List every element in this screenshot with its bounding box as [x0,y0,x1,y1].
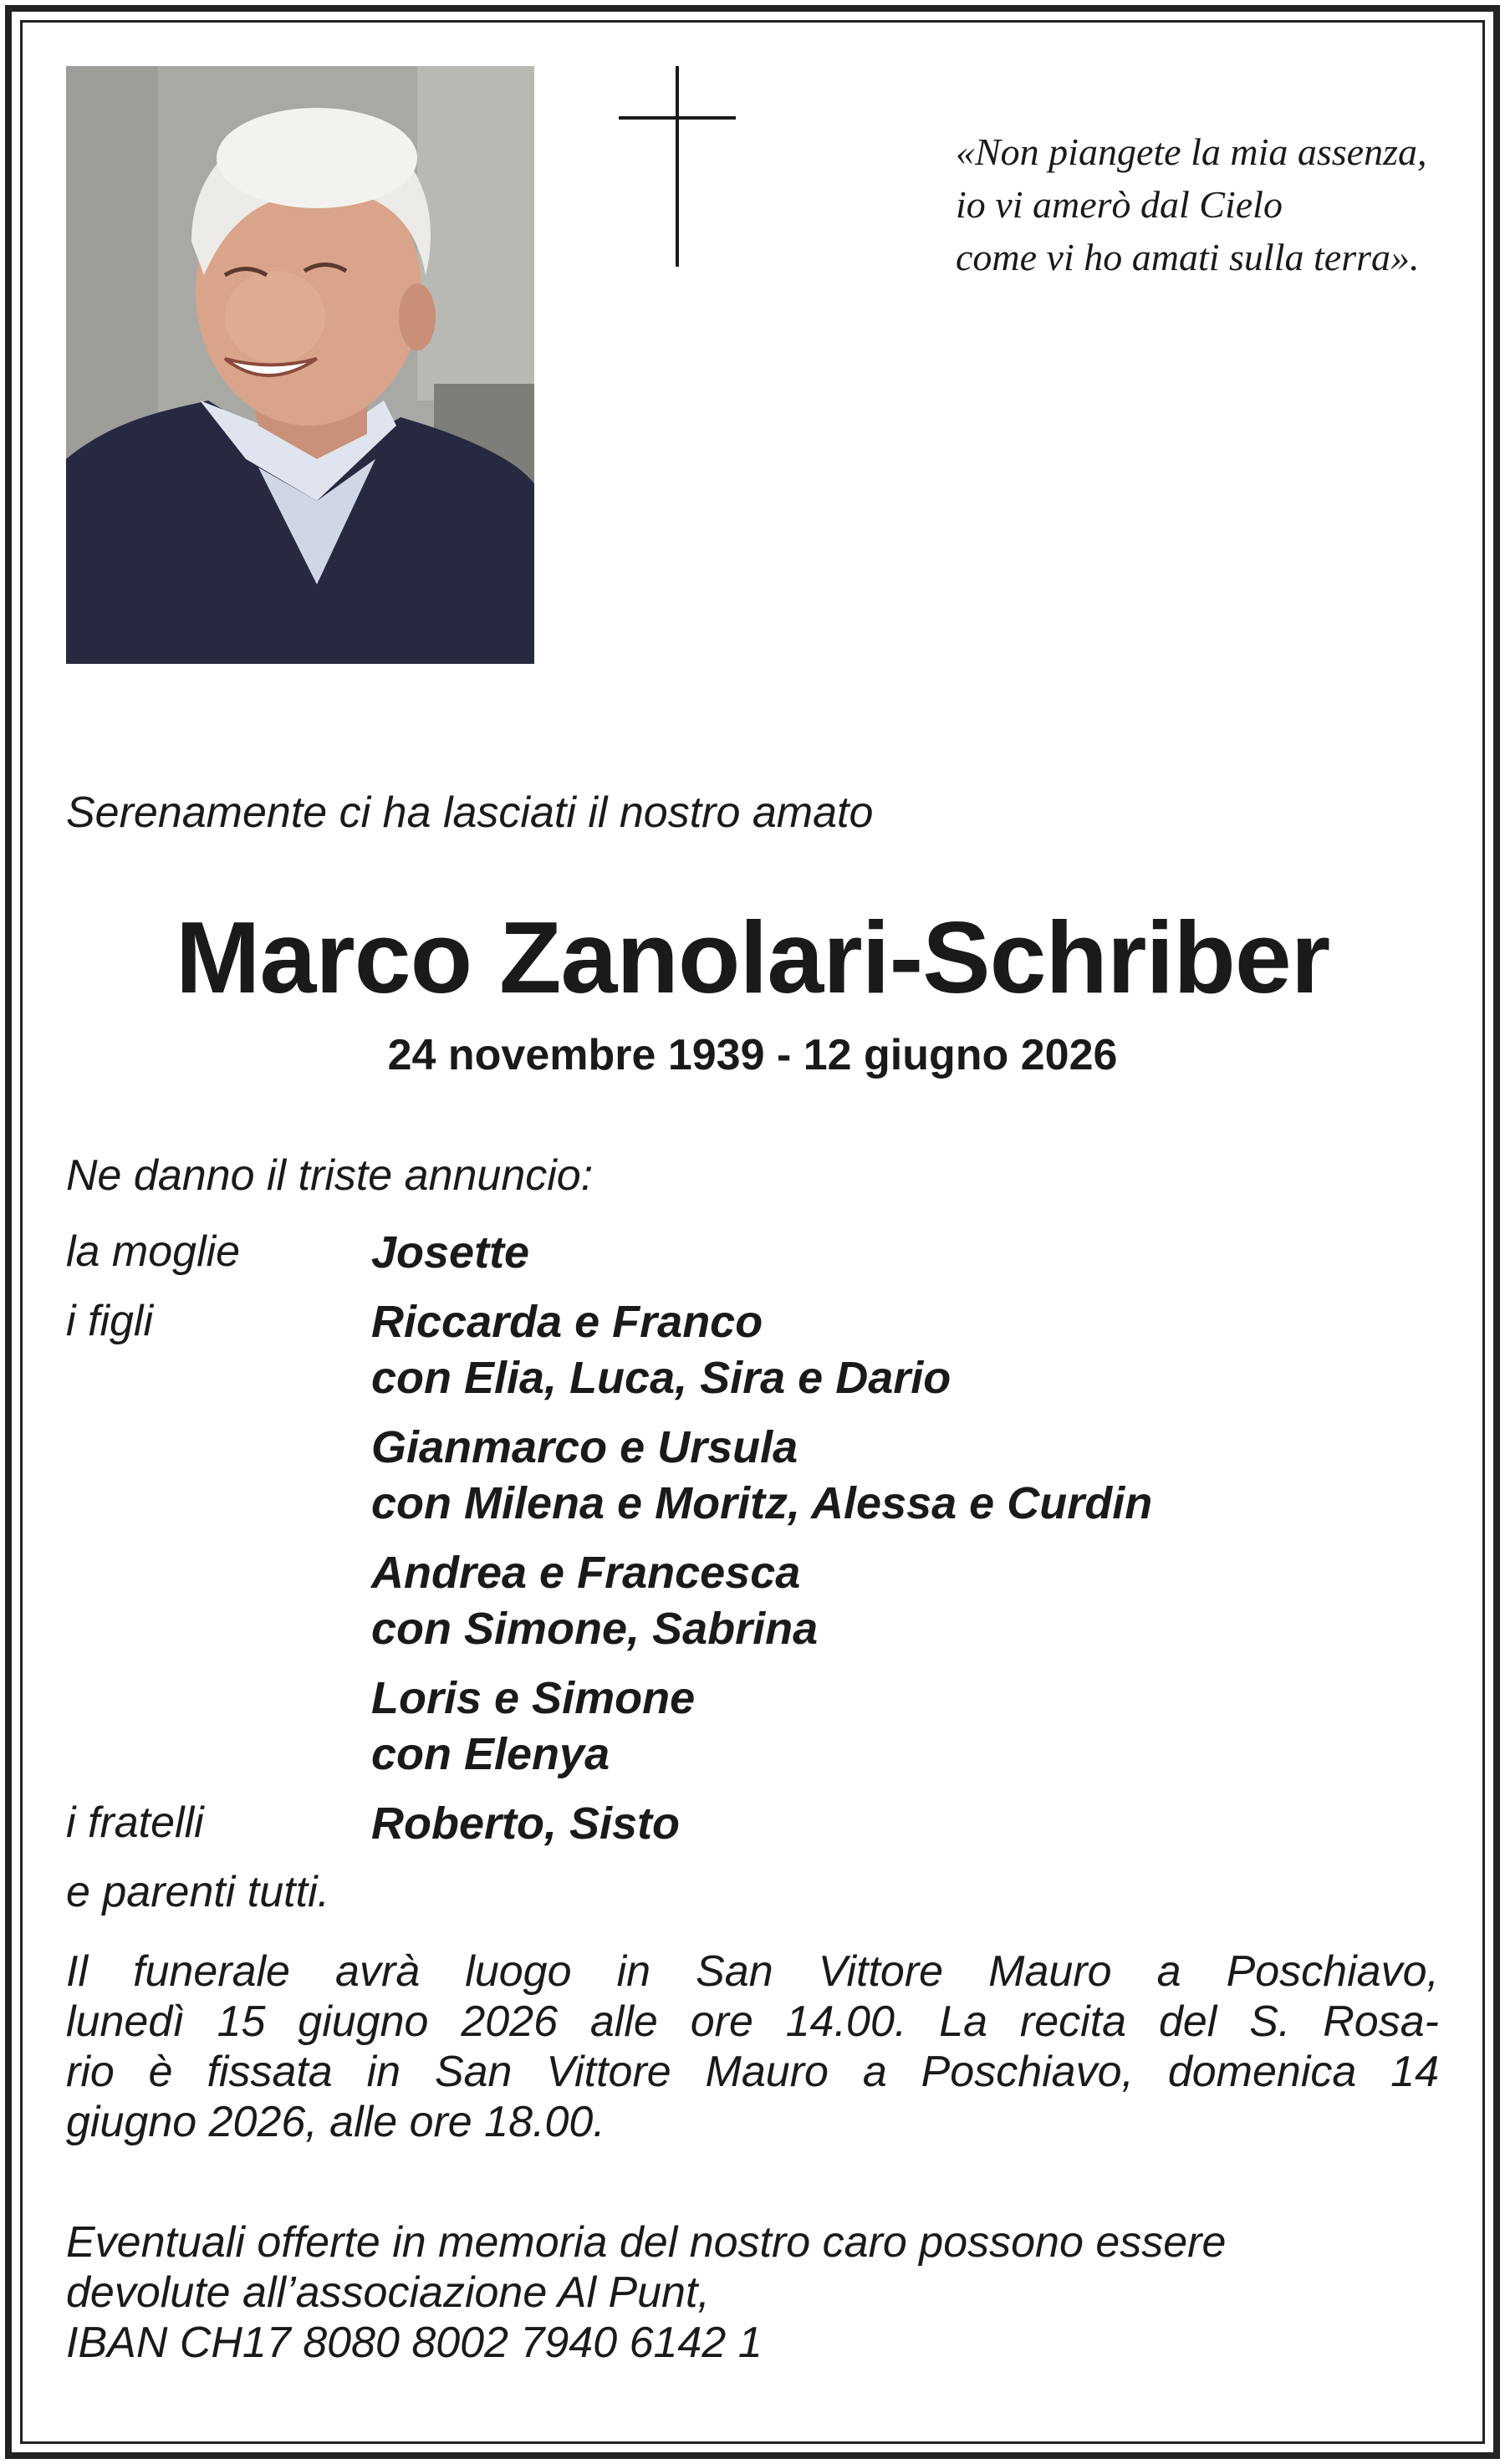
verse-line: io vi amerò dal Cielo [956,183,1283,226]
child-family-line: Riccarda e Franco [371,1297,763,1347]
siblings-names: Roberto, Sisto [371,1798,681,1849]
funeral-line-last: giugno 2026, alle ore 18.00. [66,2098,605,2146]
donation-line: devolute all’associazione Al Punt, [66,2268,710,2317]
funeral-word: in [366,2048,401,2096]
funeral-word: Il [66,1947,88,1996]
funeral-word: lunedì [66,1997,185,2046]
funeral-word: del [1158,1997,1217,2046]
child-family-line: con Elia, Luca, Sira e Dario [371,1353,951,1403]
funeral-line-2 [66,2047,1439,2097]
funeral-word: a [862,2048,887,2096]
portrait-photo [66,66,534,664]
life-dates: 24 novembre 1939 - 12 giugno 2026 [387,1031,1118,1079]
verse-line: come vi ho amati sulla terra». [956,236,1420,278]
funeral-word: alle [589,1997,658,2046]
funeral-word: rio [66,2048,115,2096]
funeral-word: giugno [298,1997,429,2046]
funeral-notice [66,1946,1439,2147]
funeral-word: 14.00. [785,1997,907,2046]
funeral-word: ore [690,1997,753,2046]
closing-relatives: e parenti tutti. [66,1868,330,1916]
child-family-line: Andrea e Francesca [371,1548,801,1598]
child-family-line: con Milena e Moritz, Alessa e Curdin [371,1478,1153,1528]
deceased-name: Marco Zanolari-Schriber [175,900,1330,1014]
iban-line: IBAN CH17 8080 8002 7940 6142 1 [66,2319,763,2367]
funeral-word: Vittore [546,2048,671,2096]
funeral-word: 14 [1390,2048,1439,2096]
wife-label: la moglie [66,1227,241,1276]
funeral-word: a [1156,1947,1181,1996]
funeral-word: Mauro [988,1947,1112,1996]
funeral-word: Mauro [705,2048,829,2096]
intro-text: Serenamente ci ha lasciati il nostro amato [66,788,874,837]
funeral-word: fissata [207,2048,333,2096]
funeral-word: recita [1019,1997,1127,2046]
funeral-word: Rosa- [1323,1997,1439,2046]
funeral-word: è [148,2048,173,2096]
funeral-word: Vittore [818,1947,944,1996]
funeral-word: avrà [335,1947,421,1996]
child-family-line: Loris e Simone [371,1673,696,1723]
funeral-word: La [939,1997,988,2046]
siblings-label: i fratelli [66,1798,204,1847]
funeral-word: Poschiavo, [1226,1947,1439,1996]
funeral-word: San [434,2048,513,2096]
funeral-word: 2026 [461,1997,558,2046]
donation-notice [66,2217,1439,2368]
funeral-word: San [696,1947,773,1996]
funeral-word: domenica [1167,2048,1357,2096]
funeral-word: luogo [465,1947,572,1996]
epitaph-verse [956,125,1474,283]
funeral-word: in [616,1947,651,1996]
donation-line: Eventuali offerte in memoria del nostro caro possono essere [66,2218,1227,2267]
children-label: i figli [66,1297,154,1345]
child-family-line: Gianmarco e Ursula [371,1422,798,1472]
funeral-word: funerale [133,1947,290,1996]
child-family-line: con Simone, Sabrina [371,1604,819,1654]
child-family-line: con Elenya [371,1729,610,1779]
funeral-line-1 [66,1997,1439,2047]
funeral-line-0 [66,1946,1439,1997]
verse-line: «Non piangete la mia assenza, [956,130,1427,173]
funeral-word: 15 [217,1997,266,2046]
cross-icon [619,66,736,267]
funeral-word: S. [1249,1997,1291,2046]
announcement-heading: Ne danno il triste annuncio: [66,1151,594,1200]
wife-name: Josette [371,1227,530,1278]
funeral-word: Poschiavo, [921,2048,1134,2096]
